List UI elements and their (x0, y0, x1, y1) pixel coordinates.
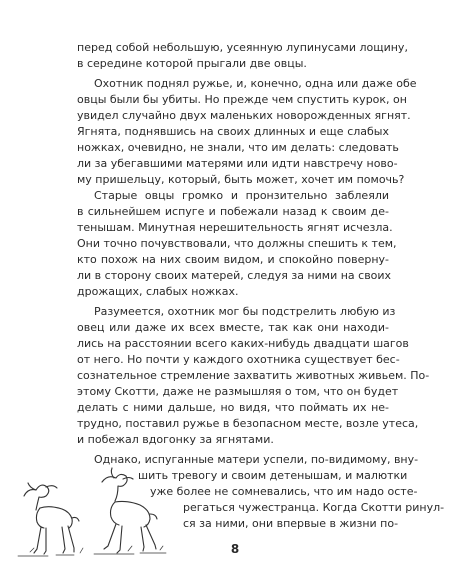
text-line: кто похож на них своим видом, и спокойно поверну- (77, 253, 389, 266)
text-line: регаться чужестранца. Когда Скотти ринул- (183, 501, 445, 514)
text-line: ли за убегавшими матерями или идти навстречу ново- (77, 157, 398, 170)
text-line: в сильнейшем испуге и побежали назад к своим де- (77, 205, 389, 218)
text-line: Однако, испуганные матери успели, по-видимому, вну- (94, 453, 419, 466)
text-line: уже более не сомневались, что им надо осте- (150, 485, 418, 498)
page-number: 8 (230, 542, 240, 556)
text-line: трудно, поставил ружье в безопасном месте, возле утеса, (77, 417, 419, 430)
text-line: лись на расстоянии всего каких-нибудь двадцати шагов (77, 337, 409, 350)
text-line: овцы были бы убиты. Но прежде чем спустить курок, он (77, 93, 407, 106)
text-line: перед собой небольшую, усеянную лупинусами лощину, (77, 41, 408, 54)
text-line: в середине которой прыгали две овцы. (77, 57, 307, 70)
text-line: му пришельцу, который, быть может, хочет им помочь? (77, 173, 405, 186)
text-line: Старые овцы громко и пронзительно заблеяли (94, 189, 389, 202)
text-line: Разумеется, охотник мог бы подстрелить любую из (94, 305, 396, 318)
text-line: и побежал вдогонку за ягнятами. (77, 433, 274, 446)
text-line: овец или даже их всех вместе, так как они находи- (77, 321, 389, 334)
text-line: ножках, очевидно, не знали, что им делать: следовать (77, 141, 399, 154)
text-line: Охотник поднял ружье, и, конечно, одна или даже обе (94, 77, 417, 90)
text-line: дрожащих, слабых ножках. (77, 285, 239, 298)
text-line: сознательное стремление захватить животных живьем. По- (77, 369, 430, 382)
text-line: увидел случайно двух маленьких новорожденных ягнят. (77, 109, 411, 122)
text-line: Они точно почувствовали, что должны спешить к тем, (77, 237, 397, 250)
text-line: делать с ними дальше, но видя, что поймать их не- (77, 401, 389, 414)
text-line: тенышам. Минутная нерешительность ягнят исчезла. (77, 221, 393, 234)
text-line: Ягнята, поднявшись на своих длинных и еще слабых (77, 125, 389, 138)
text-line: шить тревогу и своим детенышам, и малютки (138, 469, 408, 482)
text-line: ли в сторону своих матерей, следуя за ними на своих (77, 269, 392, 282)
text-line: этому Скотти, даже не размышляя о том, что он будет (77, 385, 399, 398)
text-line: от него. Но почти у каждого охотника существует бес- (77, 353, 400, 366)
text-line: ся за ними, они впервые в жизни по- (183, 517, 399, 530)
